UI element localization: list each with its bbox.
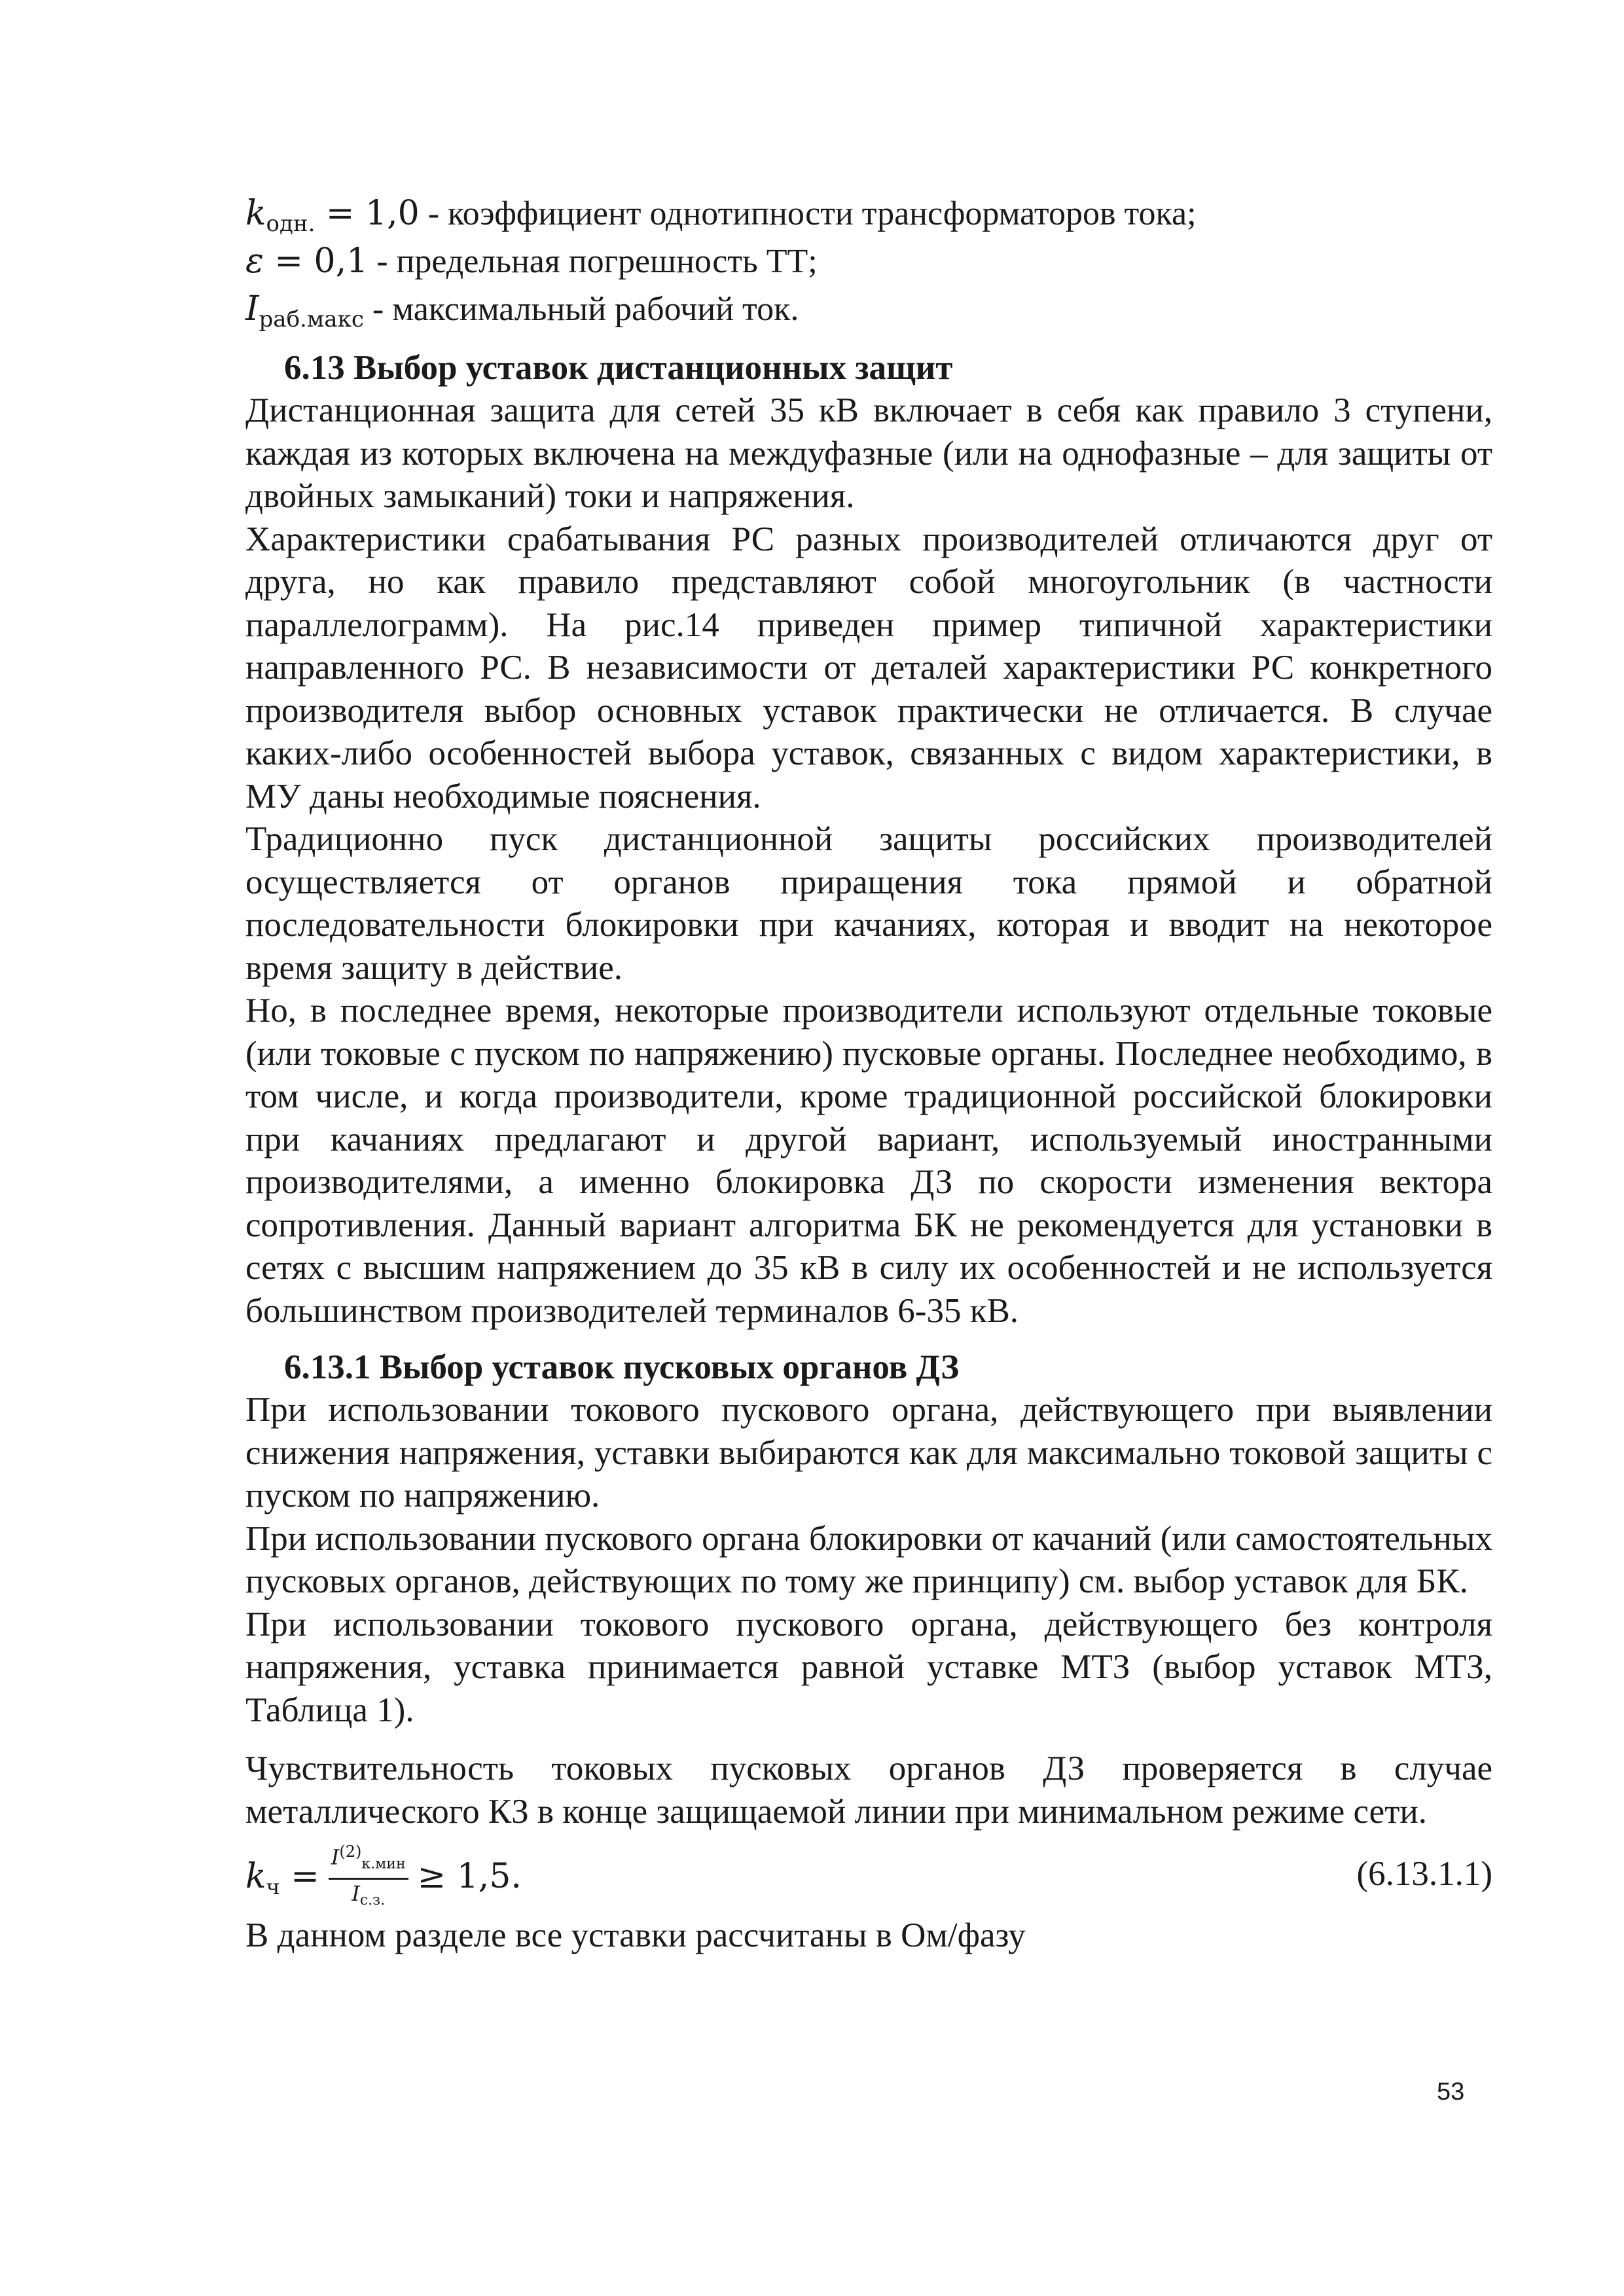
section-613-paragraph: Традиционно пуск дистанционной защиты российских производителей осуществляется от органов приращения тока прямой и обратной последовательности блокировки при качаниях, которая и вводит на некоторое время защиту в действие. bbox=[245, 820, 1492, 987]
definition-k-odn: $k_{одн.} = 1,0$ - коэффициент однотипности трансформаторов тока; bbox=[245, 194, 1197, 237]
closing-paragraph: В данном разделе все уставки рассчитаны в Ом/фазу bbox=[245, 1916, 1026, 1954]
document-page bbox=[245, 190, 1492, 1958]
section-613-heading: 6.13 Выбор уставок дистанционных защит bbox=[284, 349, 953, 387]
definition-epsilon: ε = 0,1 - предельная погрешность ТТ; bbox=[245, 242, 818, 281]
sensitivity-formula bbox=[245, 1836, 1492, 1914]
section-6131-paragraph: При использовании токового пускового органа, действующего при выявлении снижения напряжения, уставки выбираются как для максимально токовой защиты с пуском по напряжению. bbox=[245, 1391, 1492, 1515]
formula-expression: $k_ч$ = $\frac{I^{(2)}_{к.мин}}{I_{с.з.}}$ ≥ 1,5. bbox=[245, 1840, 522, 1913]
page-number: 53 bbox=[1437, 2078, 1465, 2106]
section-6131-paragraph: При использовании пускового органа блокировки от качаний (или самостоятельных пусковых органов, действующих по тому же принципу) см. выбор уставок для БК. bbox=[245, 1519, 1492, 1600]
section-613-paragraph: Характеристики срабатывания РС разных производителей отличаются друг от друга, но как правило представляют собой многоугольник (в частности параллелограмм). На рис.14 приведен пример типичной характеристики направленного РС. В независимости от деталей характеристики РС конкретного производителя выбор основных уставок практически не отличается. В случае каких-либо особенностей выбора уставок, связанных с видом характеристики, в МУ даны необходимые пояснения. bbox=[245, 520, 1492, 816]
section-6131-paragraph: При использовании токового пускового органа, действующего без контроля напряжения, уставка принимается равной уставке МТЗ (выбор уставок МТЗ, Таблица 1). bbox=[245, 1605, 1492, 1729]
formula-number: (6.13.1.1) bbox=[1356, 1855, 1492, 1893]
section-6131-heading: 6.13.1 Выбор уставок пусковых органов ДЗ bbox=[284, 1348, 960, 1386]
definition-i-rab-maks: $I_{раб.макс}$ - максимальный рабочий ток. bbox=[245, 289, 799, 332]
definitions-list bbox=[245, 190, 1492, 333]
section-6131-paragraph: Чувствительность токовых пусковых органов ДЗ проверяется в случае металлического КЗ в конце защищаемой линии при минимальном режиме сети. bbox=[245, 1749, 1492, 1831]
section-613-paragraph: Дистанционная защита для сетей 35 кВ включает в себя как правило 3 ступени, каждая из которых включена на междуфазные (или на однофазные – для защиты от двойных замыканий) токи и напряжения. bbox=[245, 391, 1492, 515]
section-613-paragraph: Но, в последнее время, некоторые производители используют отдельные токовые (или токовые с пуском по напряжению) пусковые органы. Последнее необходимо, в том числе, и когда производители, кроме традиционной российской блокировки при качаниях предлагают и другой вариант, используемый иностранными производителями, а именно блокировка ДЗ по скорости изменения вектора сопротивления. Данный вариант алгоритма БК не рекомендуется для установки в сетях с высшим напряжением до 35 кВ в силу их особенностей и не используется большинством производителей терминалов 6-35 кВ. bbox=[245, 992, 1492, 1330]
formula-fraction: $\frac{I^{(2)}_{к.мин}}{I_{с.з.}}$ bbox=[329, 1840, 408, 1913]
